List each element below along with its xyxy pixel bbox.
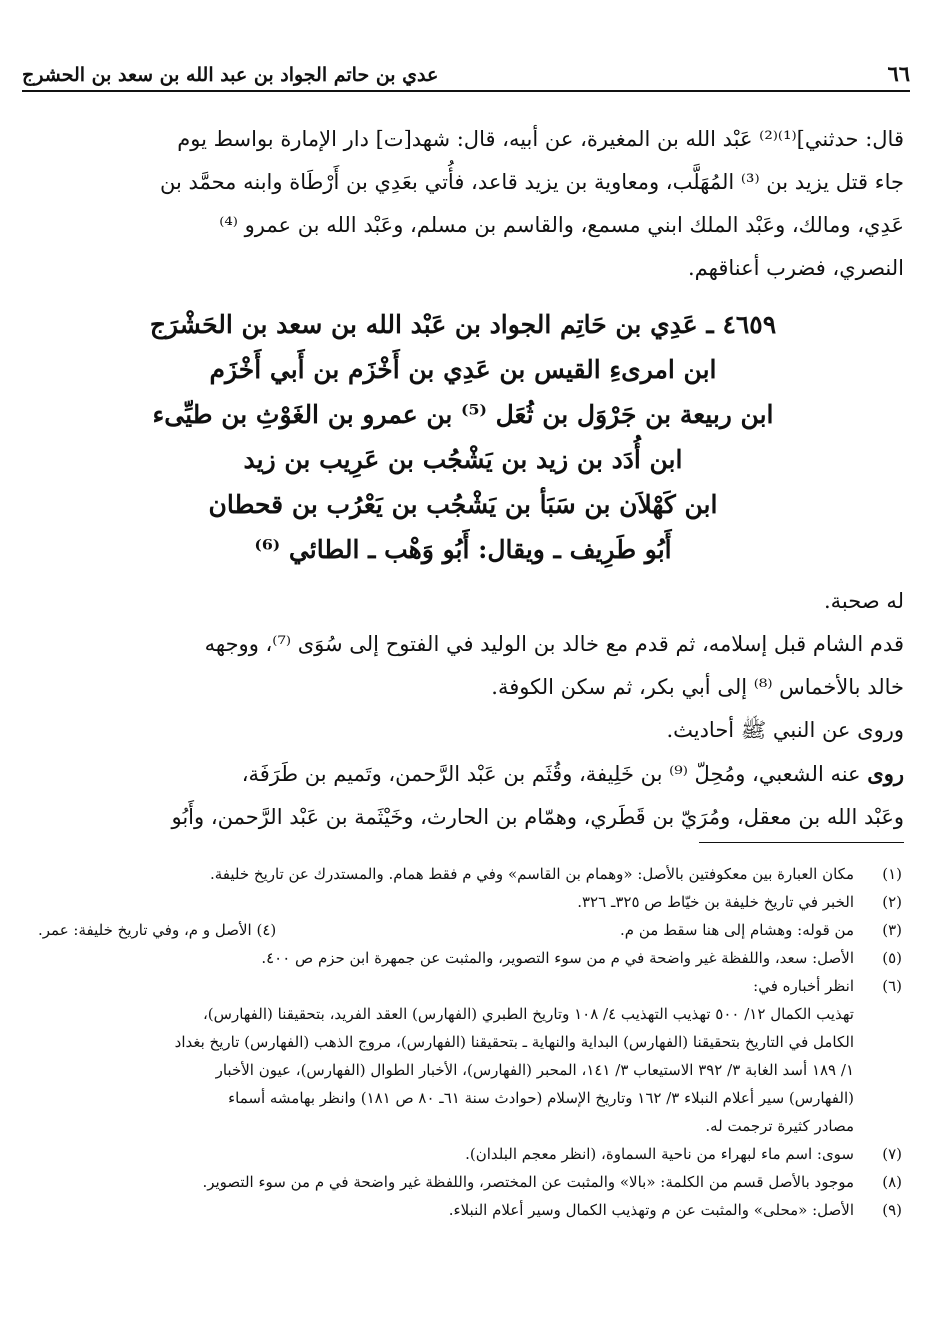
footnote-number: (٥) [882,949,902,967]
text-line: عَدِي، ومالك، وعَبْد الملك ابني مسمع، والقاسم بن مسلم، وعَبْد الله بن عمرو ⁽⁴⁾ [219,213,904,237]
footnote-3-and-4 [28,916,902,944]
footnote-text: الأصل: سعد، واللفظة غير واضحة في م من سوء التصوير، والمثبت عن جمهرة ابن حزم ص ٤٠٠. [261,949,854,967]
sham-paragraph [22,623,904,709]
heading-line: ابن أُدَد بن زيد بن يَشْجُب بن عَرِيب بن زيد [243,445,683,474]
sahaba-paragraph: له صحبة. [824,589,904,613]
text-line: قال: حدثني]⁽¹⁾⁽²⁾ عَبْد الله بن المغيرة، عن أبيه، قال: شهد[ت] دار الإمارة بواسط يوم [177,127,904,151]
text-line: عنه الشعبي، ومُحِلّ ⁽⁹⁾ بن خَلِيفة، وقُثَم بن عَبْد الرَّحمن، وتَميم بن طَرَفَة، [241,762,868,786]
source-line: مصادر كثيرة ترجمت له. [705,1117,854,1135]
footnote-number: (١) [882,865,902,883]
source-line: تهذيب الكمال ١٢/ ٥٠٠ تهذيب التهذيب ٤/ ١٠٨ وتاريخ الطبري (الفهارس) العقد الفريد، بتحقيقنا (الفهارس)، [202,1005,854,1023]
intro-paragraph [22,118,904,290]
heading-line: ٤٦٥٩ ـ عَدِي بن حَاتِم الجواد بن عَبْد الله بن سعد بن الحَشْرَج [149,310,777,339]
source-line: الكامل في التاريخ بتحقيقنا (الفهارس) البداية والنهاية ـ بتحقيقنا (الفهارس)، مروج الذهب (الفهارس) تاريخ بغداد [174,1033,854,1051]
footnote-number: (٢) [882,893,902,911]
footnote-divider [699,842,904,843]
footnote-text: من قوله: وهشام إلى هنا سقط من م. [620,921,854,939]
footnote-text: الأصل و م، وفي تاريخ خليفة: عمر. [38,921,252,939]
text-line: وعَبْد الله بن معقل، ومُرَيّ بن قَطَري، وهمّام بن الحارث، وخَيْثَمة بن عَبْد الرَّحمن، وأَبُو [171,805,904,829]
footnote-lead: انظر أخباره في: [753,977,854,995]
footnotes [28,860,902,1224]
footnote-number: (٧) [882,1145,902,1163]
footnote-number: (٩) [882,1201,902,1219]
footnote-6 [28,972,902,1140]
text-line: النصري، فضرب أعناقهم. [687,256,904,280]
rawa-paragraph: وروى عن النبي ﷺ أحاديث. [666,718,904,742]
footnote-text: الأصل: «محلى» والمثبت عن م وتهذيب الكمال وسير أعلام النبلاء. [448,1201,854,1219]
source-line: ١/ ١٨٩ أسد الغابة ٣/ ٣٩٢ الاستيعاب ٣/ ١٤١، المحبر (الفهارس)، الأخبار الطوال (الفهارس)، عيون الأخبار [215,1061,854,1079]
footnote-4 [38,916,276,944]
text-line: قدم الشام قبل إسلامه، ثم قدم مع خالد بن الوليد في الفتوح إلى سُوَى ⁽⁷⁾، ووجهه [204,632,904,656]
source-line: (الفهارس) سير أعلام النبلاء ٣/ ١٦٢ وتاريخ الإسلام (حوادث سنة ٦١ـ ٨٠ ص ١٨١) وانظر بهامشه أسماء [228,1089,854,1107]
footnote-text: موجود بالأصل قسم من الكلمة: «بالا» والمثبت عن المختصر، واللفظة غير واضحة في م من سوء التصوير. [202,1173,854,1191]
footnote-text: مكان العبارة بين معكوفتين بالأصل: «وهمام بن القاسم» وفي م فقط همام. والمستدرك عن تاريخ خليفة. [209,865,854,883]
text-line: جاء قتل يزيد بن ⁽³⁾ المُهَلَّب، ومعاوية بن يزيد قاعد، فأُتي بعَدِي بن أَرْطَاة وابنه محمَّد بن [159,170,904,194]
footnote-number: (٨) [882,1173,902,1191]
main-text [22,118,904,839]
footnote-5 [28,944,902,972]
heading-line: أَبُو طَرِيف ـ ويقال: أَبُو وَهْب ـ الطائي ⁽⁶⁾ [254,535,672,564]
heading-line: ابن ربيعة بن جَرْوَل بن ثُعَل ⁽⁵⁾ بن عمرو بن الغَوْثِ بن طيِّىء [152,400,774,429]
running-title: عدي بن حاتم الجواد بن عبد الله بن سعد بن الحشرج [22,64,439,86]
footnote-text: الخبر في تاريخ خليفة بن خيّاط ص ٣٢٥ـ ٣٢٦. [577,893,854,911]
footnote-number: (٣) [882,921,902,939]
narrators-lead-word: روى [867,761,904,786]
page-number: ٦٦ [887,61,910,86]
narrators-paragraph [22,752,904,839]
footnote-1 [28,860,902,888]
footnote-2 [28,888,902,916]
page-header [22,58,910,92]
footnote-7 [28,1140,902,1168]
footnote-body [28,972,854,1140]
footnote-number: (٦) [882,977,902,995]
heading-line: ابن امرىءِ القيس بن عَدِي بن أَخْزَم بن أَبي أَخْزَم [209,355,717,384]
text-line: خالد بالأخماس ⁽⁸⁾ إلى أبي بكر، ثم سكن الكوفة. [491,675,904,699]
footnote-number: (٤) [256,921,277,939]
footnote-9 [28,1196,902,1224]
biography-heading [22,302,904,572]
footnote-8 [28,1168,902,1196]
footnote-row [28,916,854,944]
heading-line: ابن كَهْلاَن بن سَبَأ بن يَشْجُب بن يَعْرُب بن قحطان [208,490,718,519]
footnote-text: سوى: اسم ماء لبهراء من ناحية السماوة، (انظر معجم البلدان). [465,1145,854,1163]
